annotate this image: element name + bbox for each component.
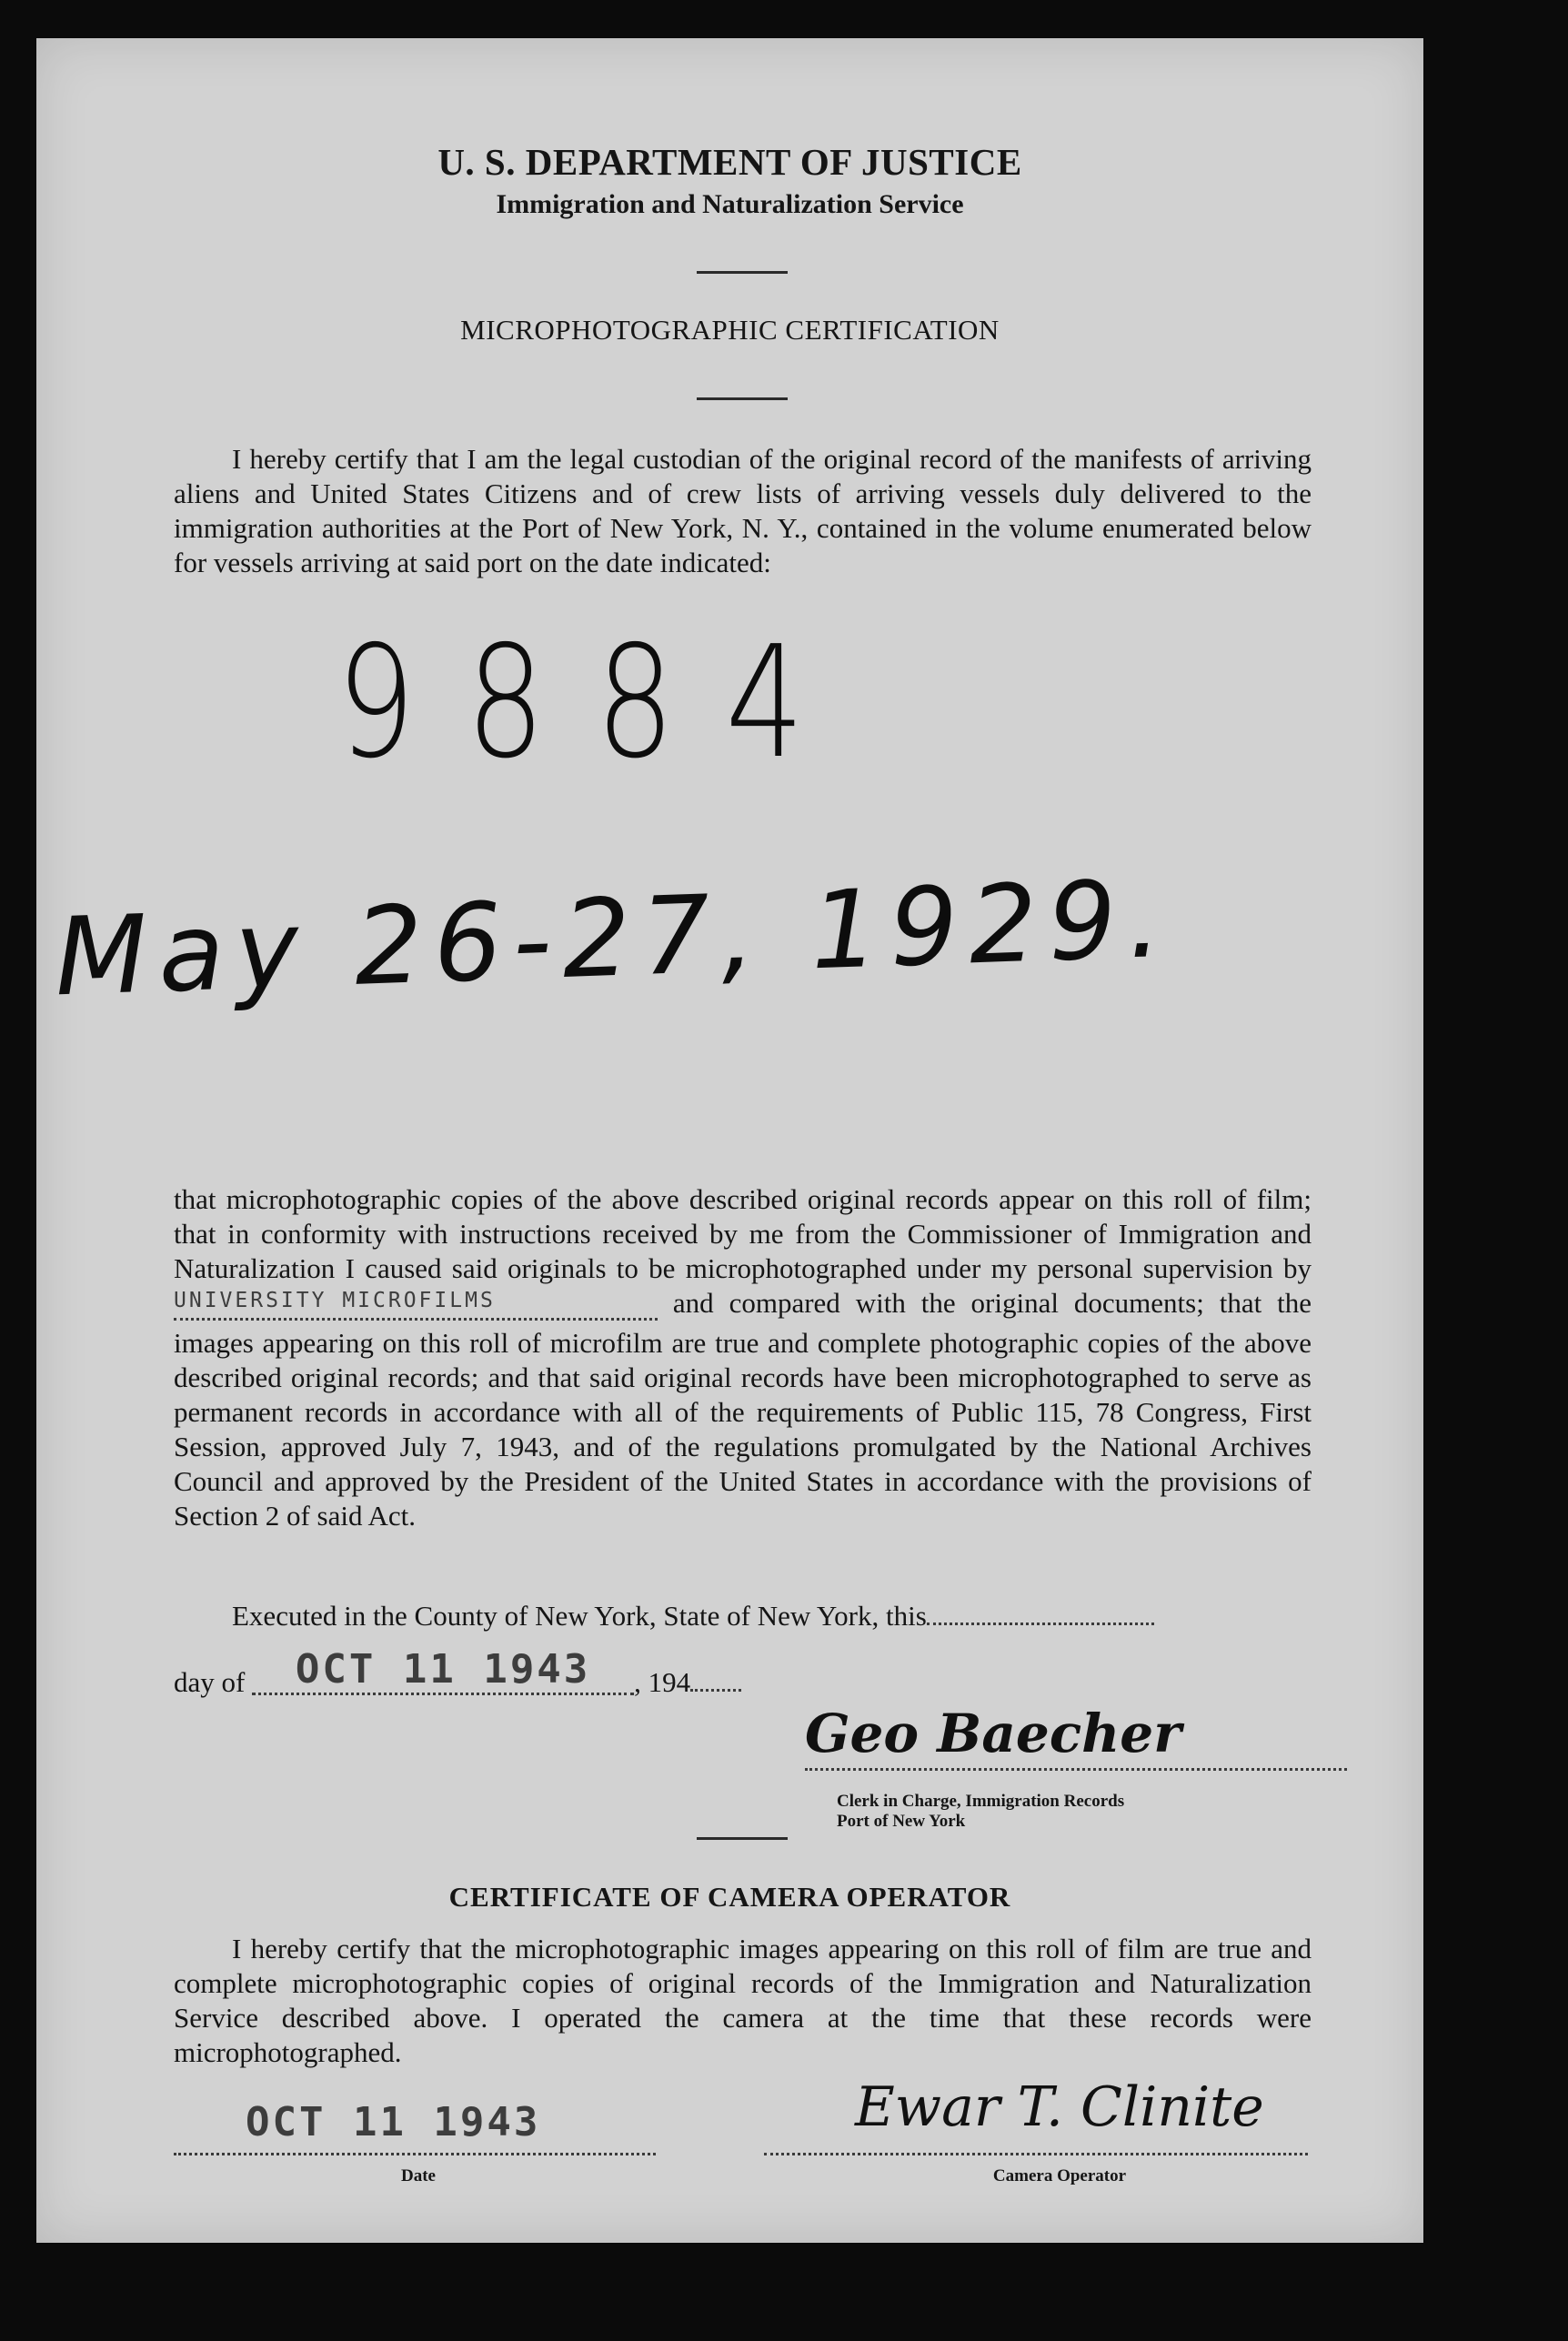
handwritten-volume-number: 9884 (337, 613, 856, 793)
divider (697, 271, 788, 274)
operator-signature: Ewar T. Clinite (855, 2075, 1264, 2139)
handwritten-dates: May 26-27, 1929. (52, 855, 1175, 1020)
execution-date-line (174, 1646, 741, 1704)
divider (697, 397, 788, 400)
supervisor-stamp: UNIVERSITY MICROFILMS (174, 1283, 658, 1321)
signature-line (805, 1768, 1347, 1771)
operator-date-stamp: OCT 11 1943 (246, 2099, 541, 2145)
camera-operator-title: CERTIFICATE OF CAMERA OPERATOR (448, 1881, 1011, 1913)
execution-date-stamp: OCT 11 1943 (252, 1646, 634, 1695)
camera-operator-label: Camera Operator (992, 2166, 1127, 2185)
year-label: , 194 (634, 1666, 691, 1698)
day-of-label: day of (174, 1666, 246, 1698)
execution-line: Executed in the County of New York, State of New York, this (174, 1599, 1312, 1633)
divider (697, 1837, 788, 1840)
body-paragraph (174, 1182, 1312, 1533)
operator-line (764, 2153, 1308, 2155)
body-text-part1: that microphotographic copies of the above described original records appear on this roll of film; that in conformity with instructions received by me from the Commissioner of Immigration and Naturalization I caused said originals to be microphotographed under my personal supervision by (174, 1183, 1312, 1284)
clerk-port: Port of New York (837, 1812, 966, 1831)
certification-title: MICROPHOTOGRAPHIC CERTIFICATION (460, 314, 1000, 346)
department-heading: U. S. DEPARTMENT OF JUSTICE (437, 141, 1022, 183)
body-text-part2: and compared with the original documents; that the images appearing on this roll of microfilm are true and complete photographic copies of the above described original records; and that said original records have been microphotographed to serve as permanent records in accordance with all of the requirements of Public 115, 78 Congress, First Session, approved July 7, 1943, and of the regulations promulgated by the National Archives Council and approved by the President of the United States in accordance with the provisions of Section 2 of said Act. (174, 1287, 1312, 1532)
camera-operator-paragraph: I hereby certify that the microphotographic images appearing on this roll of film are true and complete microphotographic copies of original records of the Immigration and Naturalization Service described above. I operated the camera at the time that these records were microphotographed. (174, 1933, 1312, 2068)
service-subheading: Immigration and Naturalization Service (496, 189, 964, 219)
certificate-page (36, 38, 1423, 2243)
clerk-signature: Geo Baecher (805, 1703, 1181, 1764)
date-label: Date (401, 2166, 436, 2185)
clerk-title: Clerk in Charge, Immigration Records (837, 1792, 1125, 1811)
date-line (174, 2153, 656, 2155)
intro-paragraph: I hereby certify that I am the legal custodian of the original record of the manifests of arriving aliens and United States Citizens and of crew lists of arriving vessels duly delivered to the immigration authorities at the Port of New York, N. Y., contained in the volume enumerated below for vessels arriving at said port on the date indicated: (174, 443, 1312, 578)
